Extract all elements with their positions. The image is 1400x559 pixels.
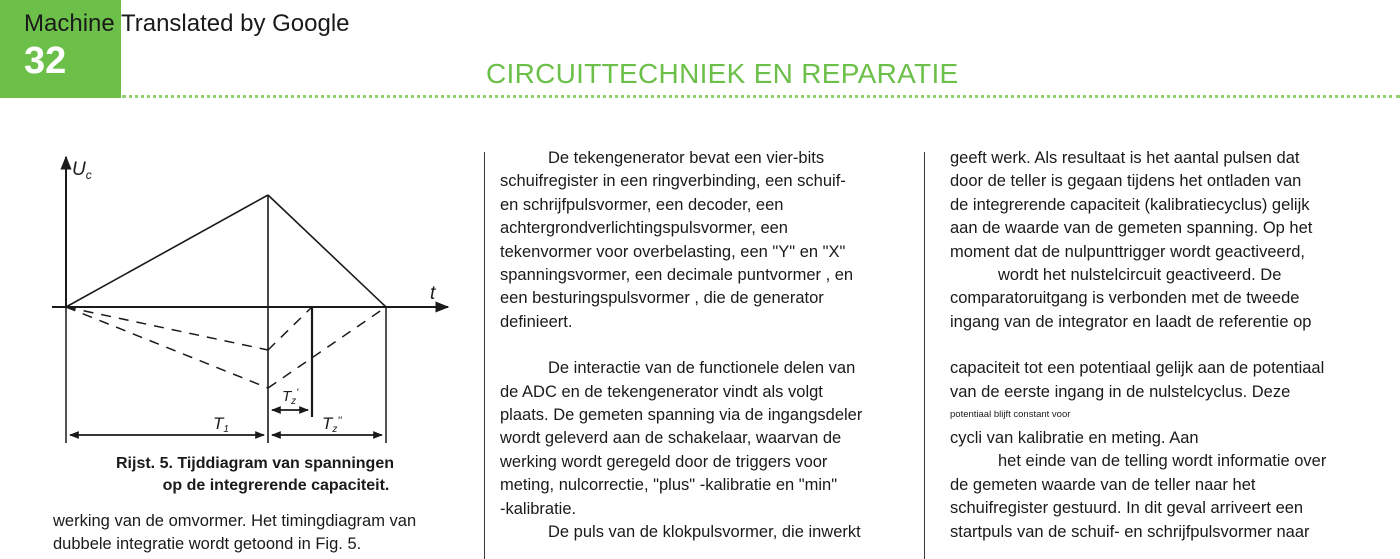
translated-by-text: Translated by Google (120, 10, 350, 37)
text-line: wordt geleverd aan de schakelaar, waarvan de (500, 429, 842, 448)
small-note-line: potentiaal blijft constant voor (950, 409, 1071, 421)
discharge-ramp (268, 195, 386, 307)
text-line: meting, nulcorrectie, "plus" -kalibratie en "min" (500, 476, 838, 495)
column-3-text (950, 147, 1326, 544)
text-line: capaciteit tot een potentiaal gelijk aan de potentiaal (950, 359, 1325, 378)
column-rule-1 (484, 152, 485, 559)
y-axis-label: $U_c$ (72, 159, 92, 182)
machine-translated-label (24, 10, 350, 38)
text-line: aan de waarde van de gemeten spanning. Op het (950, 219, 1313, 238)
figure-caption-line-1: Rijst. 5. Tijddiagram van spanningen (116, 455, 394, 472)
page-number: 32 (24, 40, 67, 82)
text-line: definieert. (500, 312, 573, 331)
text-line: De puls van de klokpulsvormer, die inwerkt (548, 523, 861, 542)
column-1-text (53, 510, 416, 557)
text-line: wordt het nulstelcircuit geactiveerd. De (998, 266, 1282, 285)
text-line: werking wordt geregeld door de triggers voor (500, 452, 828, 471)
t1-label: T1 (213, 414, 229, 435)
text-line: door de teller is gegaan tijdens het ontladen van (950, 172, 1302, 191)
text-line: schuifregister in een ringverbinding, een schuif- (500, 172, 846, 191)
machine-word: Machine (24, 10, 115, 37)
text-line: geeft werk. Als resultaat is het aantal pulsen dat (950, 149, 1300, 167)
text-line: achtergrondverlichtingspulsvormer, een (500, 219, 788, 238)
text-line: werking van de omvormer. Het timingdiagram van (53, 512, 417, 530)
text-line: de integrerende capaciteit (kalibratiecyclus) gelijk (950, 195, 1310, 214)
dashed-return-1 (268, 307, 312, 350)
header-dotted-rule (122, 95, 1400, 98)
paragraph-gap (950, 334, 1326, 357)
text-line: spanningsvormer, een decimale puntvormer , en (500, 266, 854, 285)
text-line: een besturingspulsvormer , die de generator (500, 289, 824, 308)
dashed-return-2 (268, 307, 386, 388)
timing-diagram (40, 145, 470, 445)
text-line: -kalibratie. (500, 499, 577, 518)
text-line: De tekengenerator bevat een vier-bits (548, 149, 825, 167)
paragraph-gap (500, 334, 862, 357)
text-line: ingang van de integrator en laadt de referentie op (950, 312, 1312, 331)
column-rule-2 (924, 152, 925, 559)
tz2-label: Tz'' (322, 414, 342, 435)
text-line: de gemeten waarde van de teller naar het (950, 475, 1256, 494)
text-line: schuifregister gestuurd. In dit geval arriveert een (950, 499, 1304, 518)
dashed-ramp-1 (66, 307, 268, 350)
text-line: startpuls van de schuif- en schrijfpulsvormer naar (950, 522, 1310, 541)
text-line: De interactie van de functionele delen van (548, 359, 856, 378)
text-line: cycli van kalibratie en meting. Aan (950, 429, 1199, 448)
text-line: dubbele integratie wordt getoond in Fig. 5. (53, 535, 362, 554)
text-line: tekenvormer voor overbelasting, een "Y" en "X" (500, 242, 846, 261)
x-axis-label: t (430, 283, 436, 304)
text-line: en schrijfpulsvormer, een decoder, een (500, 195, 784, 214)
text-line: plaats. De gemeten spanning via de ingangsdeler (500, 406, 863, 425)
text-line: de ADC en de tekengenerator vindt als volgt (500, 382, 823, 401)
dashed-ramp-2 (66, 307, 268, 388)
text-line: moment dat de nulpunttrigger wordt geactiveerd, (950, 242, 1305, 261)
text-line: van de eerste ingang in de nulstelcyclus. Deze (950, 382, 1291, 401)
text-line: comparatoruitgang is verbonden met de tweede (950, 289, 1300, 308)
figure-caption-line-2: op de integrerende capaciteit. (162, 477, 390, 494)
column-2-text (500, 147, 862, 545)
tz1-label: $T_z'$ (282, 387, 299, 407)
charge-ramp (66, 195, 268, 307)
section-title: CIRCUITTECHNIEK EN REPARATIE (486, 58, 959, 89)
text-line: het einde van de telling wordt informatie over (998, 452, 1327, 471)
